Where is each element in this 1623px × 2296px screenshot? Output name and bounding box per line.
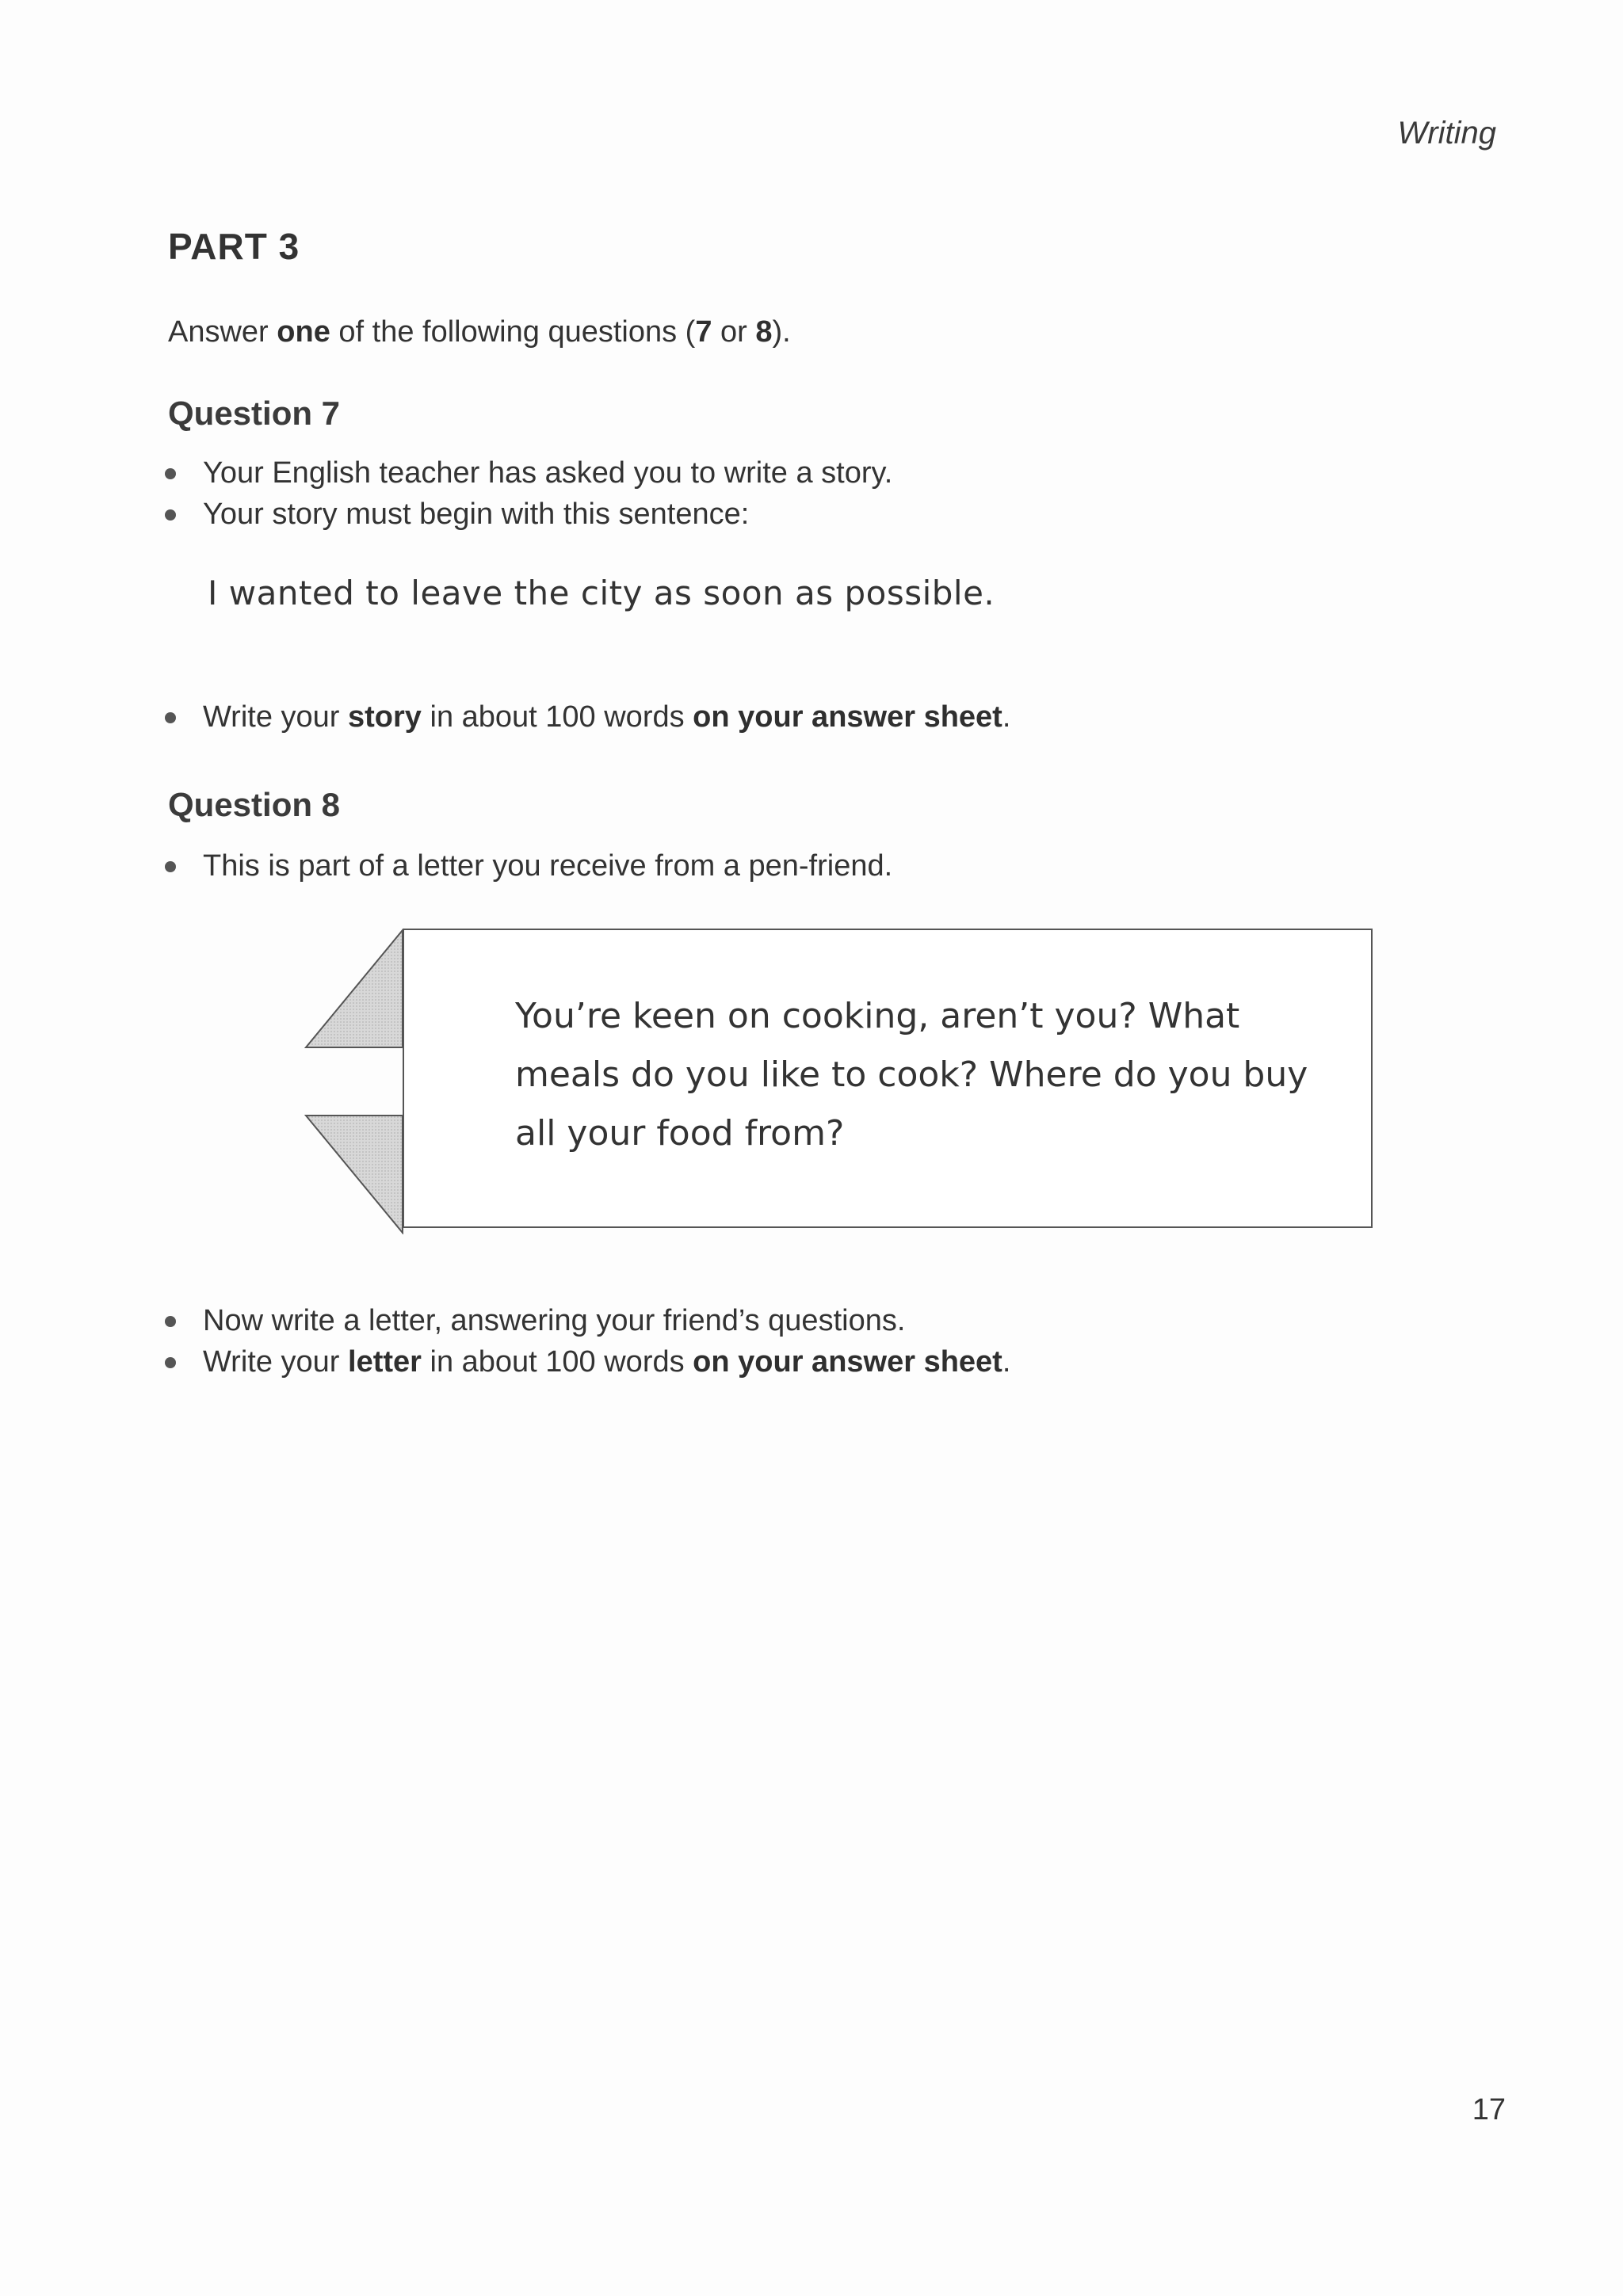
instruction-mid: of the following questions ( bbox=[330, 315, 696, 349]
bullet-icon bbox=[165, 712, 176, 723]
text-mid: in about 100 words bbox=[421, 1345, 693, 1379]
instruction-pre: Answer bbox=[168, 315, 277, 349]
text-mid: in about 100 words bbox=[421, 700, 693, 734]
bullet-text bbox=[203, 700, 1010, 734]
question-7-bullet-2 bbox=[165, 498, 749, 532]
text-bold-answer-sheet: on your answer sheet bbox=[693, 700, 1002, 734]
bullet-text: Now write a letter, answering your friend’s questions. bbox=[203, 1304, 906, 1337]
story-opening-sentence: I wanted to leave the city as soon as possible. bbox=[208, 574, 995, 612]
part-title: PART 3 bbox=[168, 226, 300, 267]
bullet-text bbox=[203, 1345, 1010, 1379]
text-bold-letter: letter bbox=[348, 1345, 422, 1379]
instruction-one: one bbox=[277, 315, 330, 349]
text-bold-story: story bbox=[348, 700, 422, 734]
text-pre: Write your bbox=[203, 1345, 349, 1379]
lower-fold-icon bbox=[306, 1116, 403, 1233]
question-7-heading: Question 7 bbox=[168, 395, 341, 432]
text-bold-answer-sheet: on your answer sheet bbox=[693, 1345, 1002, 1379]
instruction-text bbox=[168, 315, 791, 349]
instruction-eight: 8 bbox=[755, 315, 773, 349]
bullet-text: This is part of a letter you receive from a pen-friend. bbox=[203, 849, 893, 883]
instruction-or: or bbox=[712, 315, 756, 349]
question-8-bullet-3 bbox=[165, 1345, 1010, 1379]
bullet-text: Your English teacher has asked you to write a story. bbox=[203, 456, 893, 490]
text-end: . bbox=[1002, 700, 1011, 734]
bullet-icon bbox=[165, 468, 176, 479]
bullet-icon bbox=[165, 1316, 176, 1327]
bullet-icon bbox=[165, 861, 176, 872]
page-number: 17 bbox=[1472, 2093, 1506, 2126]
section-header: Writing bbox=[1397, 116, 1496, 151]
question-8-bullet-1 bbox=[165, 849, 892, 883]
bullet-icon bbox=[165, 1357, 176, 1368]
question-7-bullet-3 bbox=[165, 700, 1010, 734]
bullet-text: Your story must begin with this sentence: bbox=[203, 498, 750, 531]
text-pre: Write your bbox=[203, 700, 349, 734]
question-7-bullet-1 bbox=[165, 456, 892, 490]
instruction-seven: 7 bbox=[695, 315, 712, 349]
upper-fold-icon bbox=[306, 930, 403, 1047]
question-8-bullet-2 bbox=[165, 1304, 905, 1338]
text-end: . bbox=[1002, 1345, 1011, 1379]
bullet-icon bbox=[165, 509, 176, 521]
letter-fold-decoration bbox=[301, 929, 406, 1234]
instruction-end: ). bbox=[772, 315, 791, 349]
letter-excerpt: You’re keen on cooking, aren’t you? What meals do you like to cook? Where do you buy all your food from? bbox=[515, 996, 1308, 1154]
question-8-heading: Question 8 bbox=[168, 786, 341, 823]
